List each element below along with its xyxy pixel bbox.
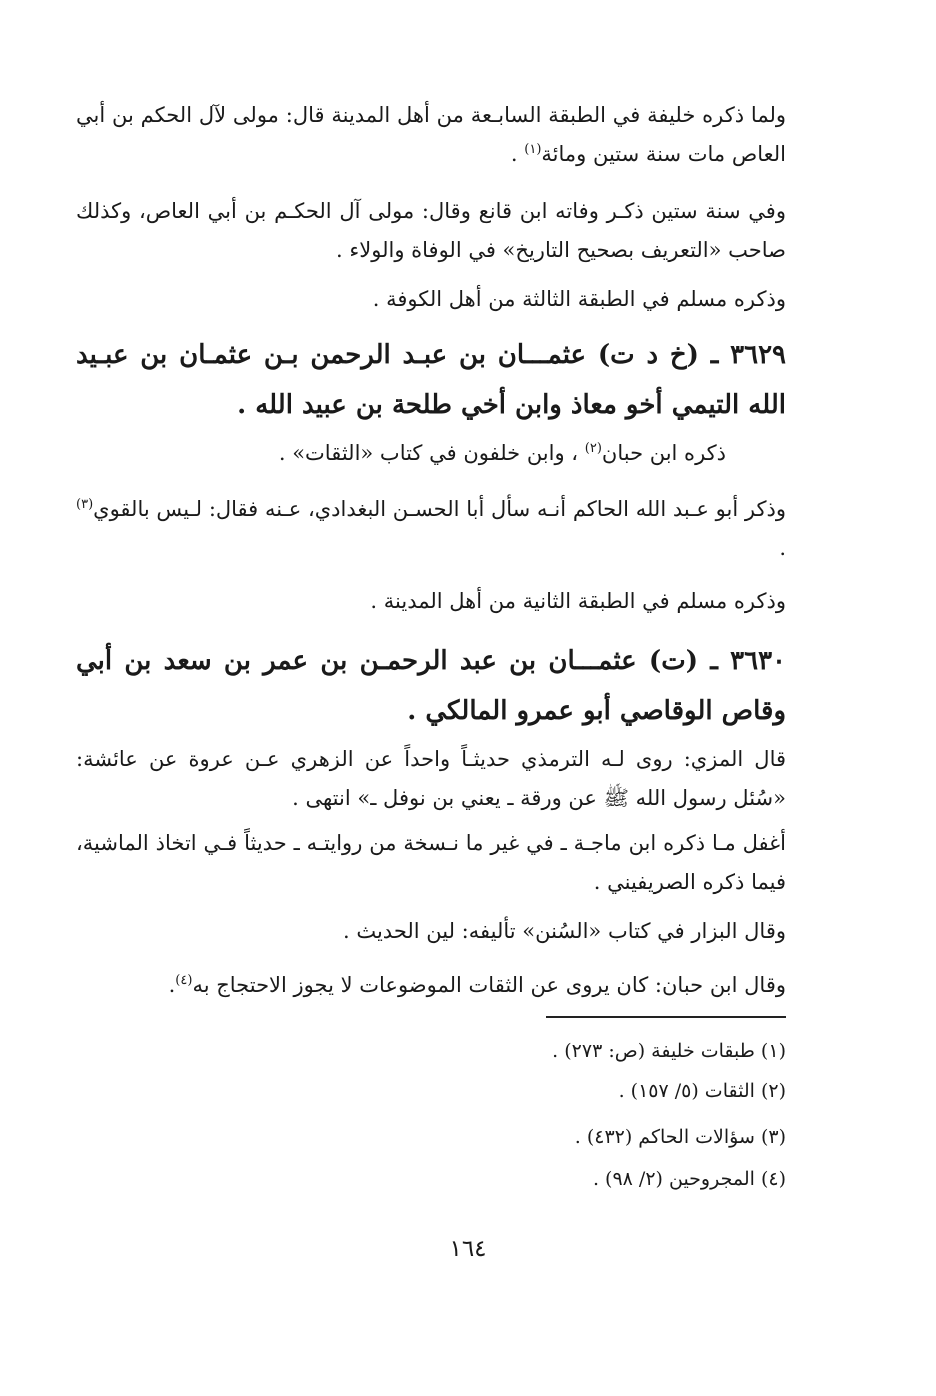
paragraph-text: ذكره ابن حبان	[601, 441, 726, 465]
footnote-marker: (٤)	[175, 973, 193, 988]
paragraph-text: أغفل مـا ذكره ابن ماجـة ـ في غير ما نـسخة من روايتـه ـ حديثاً فـي اتخاذ الماشية، فيما ذكره الصريفيني .	[76, 831, 786, 894]
paragraph-muslim-madina	[76, 582, 786, 621]
entry-heading-3629	[76, 330, 786, 430]
paragraph-text: وذكره مسلم في الطبقة الثالثة من أهل الكوفة .	[372, 287, 786, 311]
footnote-1: (١) طبقات خليفة (ص: ٢٧٣) .	[552, 1040, 786, 1062]
paragraph-khalifa: ولما ذكره خليفة في الطبقة السابـعة من أهل المدينة قال: مولى لآل الحكم بن أبي العاص مات سنة ستين ومائة$^{(١)}$ .	[76, 103, 786, 166]
entry-heading-text: ٣٦٢٩ ـ (خ د ت) عثمـــان بن عبـد الرحمن بـن عثمـان بن عبـيد الله التيمي أخو معاذ وابن أخي طلحة بن عبيد الله .	[76, 340, 786, 420]
footnote-marker: (٣)	[76, 497, 94, 512]
paragraph-text: ، وابن خلفون في كتاب «الثقات» .	[278, 441, 585, 465]
paragraph-text: وقال البزار في كتاب «السُنن» تأليفه: لين الحديث .	[342, 919, 786, 943]
footnote-2: (٢) الثقات (٥/ ١٥٧) .	[618, 1080, 786, 1102]
paragraph-ibn-hibban-2: وقال ابن حبان: كان يروى عن الثقات الموضوعات لا يجوز الاحتجاج به$^{(٤)}$.	[168, 973, 786, 997]
paragraph-text: وقال ابن حبان: كان يروى عن الثقات الموضوعات لا يجوز الاحتجاج به	[192, 973, 786, 997]
footnote-divider	[546, 1016, 786, 1018]
paragraph-muslim-kufa	[76, 280, 786, 319]
paragraph-text: وذكره مسلم في الطبقة الثانية من أهل المدينة .	[370, 589, 786, 613]
paragraph-ibn-majah	[76, 824, 786, 902]
paragraph-text: وفي سنة ستين ذكـر وفاته ابن قانع وقال: مولى آل الحكـم بن أبي العاص، وكذلك صاحب «التعريف بصحيح التاريخ» في الوفاة والولاء .	[76, 199, 786, 262]
page-number: ١٦٤	[449, 1236, 487, 1262]
paragraph-mizzi	[76, 740, 786, 818]
paragraph-hakim: وذكر أبو عـبد الله الحاكم أنـه سأل أبا الحسـن البغدادي، عـنه فقال: لـيس بالقوي$^{(٣)}$ .	[76, 497, 786, 560]
paragraph-text: قال المزي: روى لـه الترمذي حديثـاً واحداً عن الزهري عـن عروة عن عائشة: «سُئل رسول الله ﷺ عن ورقة ـ يعني بن نوفل ـ» انتهى .	[76, 747, 786, 810]
footnote-4: (٤) المجروحين (٢/ ٩٨) .	[592, 1168, 786, 1190]
footnote-marker: (٢)	[584, 441, 602, 456]
paragraph-text: وذكر أبو عـبد الله الحاكم أنـه سأل أبا الحسـن البغدادي، عـنه فقال: لـيس بالقوي	[93, 497, 786, 521]
footnote-marker: (١)	[524, 142, 542, 157]
paragraph-ibn-qani	[76, 192, 786, 270]
paragraph-bazzar	[76, 912, 786, 951]
entry-heading-3630	[76, 636, 786, 736]
paragraph-ibn-hibban	[76, 434, 726, 473]
footnote-3: (٣) سؤالات الحاكم (٤٣٢) .	[574, 1126, 786, 1148]
entry-heading-text: ٣٦٣٠ ـ (ت) عثمـــان بن عبد الرحمـن بن عمر بن سعد بن أبي وقاص الوقاصي أبو عمرو المالكي .	[76, 646, 786, 726]
paragraph-text: ولما ذكره خليفة في الطبقة السابـعة من أهل المدينة قال: مولى لآل الحكم بن أبي العاص مات سنة ستين ومائة	[76, 103, 786, 166]
